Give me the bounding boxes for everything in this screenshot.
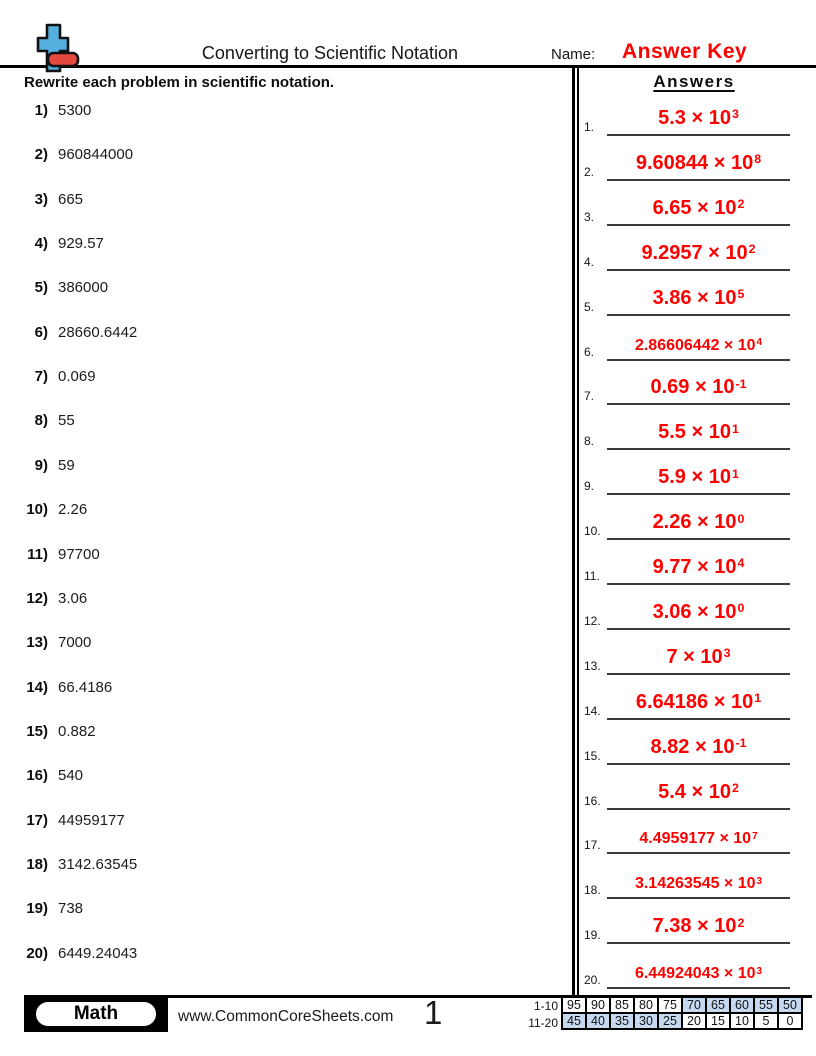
answer-value [658, 781, 739, 803]
answer-row [580, 449, 806, 495]
answer-exponent: 2 [731, 780, 739, 795]
grade-cell: 30 [634, 1013, 658, 1029]
answer-exponent: 1 [731, 466, 739, 481]
problem-row [0, 191, 560, 211]
grade-cell: 15 [706, 1013, 730, 1029]
answer-number: 19. [584, 928, 601, 943]
problem-row [0, 368, 560, 388]
score-range-label-1-10: 1-10 [533, 999, 558, 1013]
problem-number: 19) [26, 900, 48, 918]
answer-mantissa: 0.69 × 10 [650, 376, 735, 399]
answer-mantissa: 9.77 × 10 [652, 556, 737, 578]
problem-number: 16) [26, 767, 48, 785]
problem-number: 5) [34, 279, 48, 297]
problem-value: 5300 [58, 102, 92, 119]
answer-mantissa: 4.4959177 × 10 [639, 830, 752, 848]
problem-number: 8) [34, 412, 48, 430]
answer-value [651, 736, 747, 758]
answer-value [635, 965, 762, 982]
answer-exponent: 4 [756, 337, 763, 349]
minus-icon [48, 53, 78, 66]
problem-value: 738 [58, 900, 84, 918]
answer-row [580, 808, 806, 854]
answer-blank-line [607, 466, 790, 495]
problem-value: 2.26 [58, 501, 88, 519]
problem-value: 0.882 [58, 722, 96, 740]
problem-row [0, 945, 560, 965]
subject-badge-label: Math [34, 1000, 158, 1028]
answer-value [639, 830, 757, 847]
grade-cell: 45 [562, 1013, 586, 1029]
answer-row [580, 90, 806, 136]
answer-mantissa: 9.2957 × 10 [641, 241, 748, 264]
answer-number: 11. [584, 569, 600, 583]
problem-number: 14) [26, 678, 48, 696]
answer-row [580, 270, 806, 316]
problem-value: 3142.63545 [58, 855, 138, 873]
problem-row [0, 235, 560, 255]
problem-value: 929.57 [58, 235, 104, 253]
answer-exponent: 0 [737, 601, 745, 616]
answer-blank-line [607, 287, 790, 316]
problem-number: 6) [34, 323, 48, 341]
problem-row [0, 679, 560, 699]
problem-number: 17) [26, 811, 48, 829]
grade-cell: 0 [778, 1013, 802, 1029]
answer-value [653, 556, 745, 578]
answer-value [653, 511, 745, 533]
grade-cell: 25 [658, 1013, 682, 1029]
answer-row [580, 719, 806, 765]
answer-value [641, 242, 755, 264]
problem-value: 540 [58, 767, 84, 785]
grade-cell: 5 [754, 1013, 778, 1029]
instruction-text: Rewrite each problem in scientific notation. [24, 74, 335, 91]
problem-row [0, 457, 560, 477]
grade-table-row [562, 1013, 802, 1029]
answer-number: 17. [584, 838, 601, 853]
answer-value [636, 691, 761, 713]
answer-blank-line [607, 915, 790, 944]
grade-cell: 40 [586, 1013, 610, 1029]
answer-blank-line [607, 242, 790, 271]
problem-value: 44959177 [58, 811, 125, 829]
answer-blank-line [607, 511, 790, 540]
problem-row [0, 102, 560, 122]
answer-mantissa: 3.86 × 10 [652, 286, 737, 309]
answer-number: 3. [584, 209, 595, 224]
answer-number: 13. [584, 658, 601, 673]
answer-exponent: -1 [735, 376, 747, 391]
problem-value: 386000 [58, 279, 109, 297]
problem-row [0, 812, 560, 832]
problem-number: 4) [34, 235, 48, 253]
grade-cell: 60 [730, 997, 754, 1013]
answer-blank-line [607, 601, 790, 630]
answers-heading: Answers [653, 72, 735, 91]
answer-mantissa: 5.9 × 10 [658, 466, 731, 489]
answer-number: 2. [584, 164, 595, 179]
answer-number: 18. [584, 883, 601, 898]
answer-blank-line [607, 107, 790, 136]
answer-value [636, 152, 761, 174]
answer-blank-line [607, 556, 790, 585]
answer-mantissa: 7 × 10 [666, 645, 723, 668]
answer-blank-line [607, 736, 790, 765]
answer-value [653, 197, 745, 219]
answer-blank-line [607, 421, 790, 450]
problem-row [0, 501, 560, 521]
answer-row [580, 943, 806, 989]
problem-value: 960844000 [58, 146, 134, 164]
answer-blank-line [607, 376, 790, 405]
answer-exponent: 3 [731, 107, 739, 122]
answer-value [653, 601, 745, 623]
answer-exponent: 2 [748, 242, 756, 257]
answer-blank-line [607, 965, 790, 989]
answer-row [580, 404, 806, 450]
name-label: Name: [551, 46, 596, 63]
answer-row [580, 180, 806, 226]
answer-exponent: 2 [737, 915, 745, 930]
answer-number: 10. [584, 524, 601, 539]
answer-exponent: 3 [723, 646, 731, 661]
answer-blank-line [607, 337, 790, 361]
problem-number: 18) [26, 855, 48, 873]
answer-row [580, 315, 806, 361]
answer-number: 4. [584, 254, 595, 269]
answer-exponent: 3 [756, 965, 763, 977]
answer-exponent: 1 [754, 691, 762, 706]
problem-number: 20) [26, 944, 48, 962]
answer-row [580, 584, 806, 630]
answer-mantissa: 3.06 × 10 [652, 600, 737, 623]
answer-row [580, 764, 806, 810]
grade-cell: 35 [610, 1013, 634, 1029]
answer-exponent: 7 [752, 830, 758, 842]
problem-row [0, 723, 560, 743]
grade-cell: 80 [634, 997, 658, 1013]
answer-number: 15. [584, 748, 601, 763]
problem-row [0, 324, 560, 344]
column-divider-line [572, 68, 579, 997]
problem-row [0, 767, 560, 787]
answer-number: 14. [584, 703, 601, 718]
grade-cell: 85 [610, 997, 634, 1013]
answer-number: 7. [584, 389, 595, 404]
problem-value: 97700 [58, 545, 100, 563]
answer-blank-line [607, 781, 790, 810]
answer-blank-line [607, 152, 790, 181]
problem-value: 66.4186 [58, 678, 113, 696]
problem-value: 28660.6442 [58, 323, 138, 341]
answer-blank-line [607, 197, 790, 226]
answer-row [580, 539, 806, 585]
score-range-label-11-20: 11-20 [528, 1016, 558, 1030]
answer-number: 12. [584, 613, 601, 628]
answer-exponent: 4 [737, 556, 745, 571]
problem-row [0, 546, 560, 566]
answer-number: 1. [584, 120, 595, 134]
answer-blank-line [607, 691, 790, 720]
answer-blank-line [607, 646, 790, 675]
answer-exponent: 0 [737, 511, 745, 526]
answer-row [580, 629, 806, 675]
answer-exponent: 1 [731, 421, 739, 436]
problem-number: 11) [27, 545, 48, 563]
answer-value [635, 337, 762, 354]
problem-row [0, 856, 560, 876]
answer-row [580, 853, 806, 899]
answer-row [580, 898, 806, 944]
grade-cell: 70 [682, 997, 706, 1013]
answer-number: 6. [584, 344, 595, 359]
answer-mantissa: 9.60844 × 10 [635, 151, 754, 174]
page-title: Converting to Scientific Notation [201, 43, 459, 63]
answer-number: 5. [584, 299, 595, 314]
problem-value: 0.069 [58, 368, 96, 386]
answer-exponent: 2 [737, 197, 745, 212]
answer-value [658, 421, 739, 443]
problem-row [0, 412, 560, 432]
problem-number: 9) [34, 456, 48, 474]
page-number: 1 [424, 994, 443, 1031]
grade-cell: 50 [778, 997, 802, 1013]
answer-blank-line [607, 875, 790, 899]
name-value-answer-key: Answer Key [622, 40, 748, 63]
grade-cell: 65 [706, 997, 730, 1013]
answer-row [580, 494, 806, 540]
subject-badge [24, 995, 168, 1032]
problem-number: 12) [26, 589, 48, 607]
problem-value: 6449.24043 [58, 944, 138, 962]
header-divider-line [0, 65, 816, 68]
problem-number: 7) [34, 368, 48, 386]
problem-number: 15) [26, 722, 48, 740]
answer-mantissa: 6.65 × 10 [652, 196, 737, 219]
answer-value [635, 875, 762, 892]
problem-row [0, 900, 560, 920]
problem-number: 10) [26, 501, 48, 519]
answer-row [580, 359, 806, 405]
answer-mantissa: 2.86606442 × 10 [634, 336, 756, 354]
answer-blank-line [607, 830, 790, 854]
answer-mantissa: 7.38 × 10 [652, 915, 737, 938]
plus-minus-logo-icon [30, 22, 86, 74]
answer-mantissa: 6.44924043 × 10 [634, 965, 756, 983]
problem-value: 665 [58, 190, 84, 208]
answer-value [651, 376, 747, 398]
answer-mantissa: 5.3 × 10 [658, 107, 731, 129]
answer-mantissa: 2.26 × 10 [652, 511, 737, 534]
answer-number: 9. [584, 479, 595, 494]
answer-exponent: 3 [756, 875, 763, 887]
answer-mantissa: 8.82 × 10 [650, 735, 735, 758]
answer-mantissa: 3.14263545 × 10 [634, 875, 756, 893]
grade-cell: 55 [754, 997, 778, 1013]
grade-table-row [562, 997, 802, 1013]
problem-row [0, 279, 560, 299]
problem-number: 1) [34, 102, 48, 119]
answer-mantissa: 5.4 × 10 [658, 780, 731, 803]
website-text: www.CommonCoreSheets.com [178, 1008, 394, 1025]
answer-row [580, 225, 806, 271]
answer-row [580, 135, 806, 181]
answer-mantissa: 5.5 × 10 [658, 421, 731, 444]
problem-row [0, 634, 560, 654]
answer-row [580, 674, 806, 720]
answer-exponent: 8 [754, 152, 762, 167]
answer-mantissa: 6.64186 × 10 [635, 690, 754, 713]
answer-number: 20. [584, 973, 601, 988]
problem-number: 13) [26, 634, 48, 652]
answer-value [653, 287, 745, 309]
problem-value: 59 [58, 456, 75, 474]
answer-number: 8. [584, 434, 595, 449]
answer-value [658, 466, 739, 488]
grade-cell: 10 [730, 1013, 754, 1029]
problem-row [0, 146, 560, 166]
problem-number: 3) [34, 190, 48, 208]
answer-number: 16. [584, 793, 601, 808]
answer-exponent: 5 [737, 287, 745, 302]
problem-row [0, 590, 560, 610]
grade-cell: 95 [562, 997, 586, 1013]
answer-value [666, 646, 730, 668]
answer-value [658, 107, 739, 129]
answer-exponent: -1 [735, 736, 747, 751]
answer-value [653, 915, 745, 937]
problem-value: 3.06 [58, 589, 88, 607]
grade-cell: 75 [658, 997, 682, 1013]
problem-value: 7000 [58, 634, 92, 652]
grade-cell: 90 [586, 997, 610, 1013]
problem-number: 2) [34, 146, 48, 164]
grading-scale-table [561, 996, 803, 1030]
problem-value: 55 [58, 412, 75, 430]
grade-cell: 20 [682, 1013, 706, 1029]
